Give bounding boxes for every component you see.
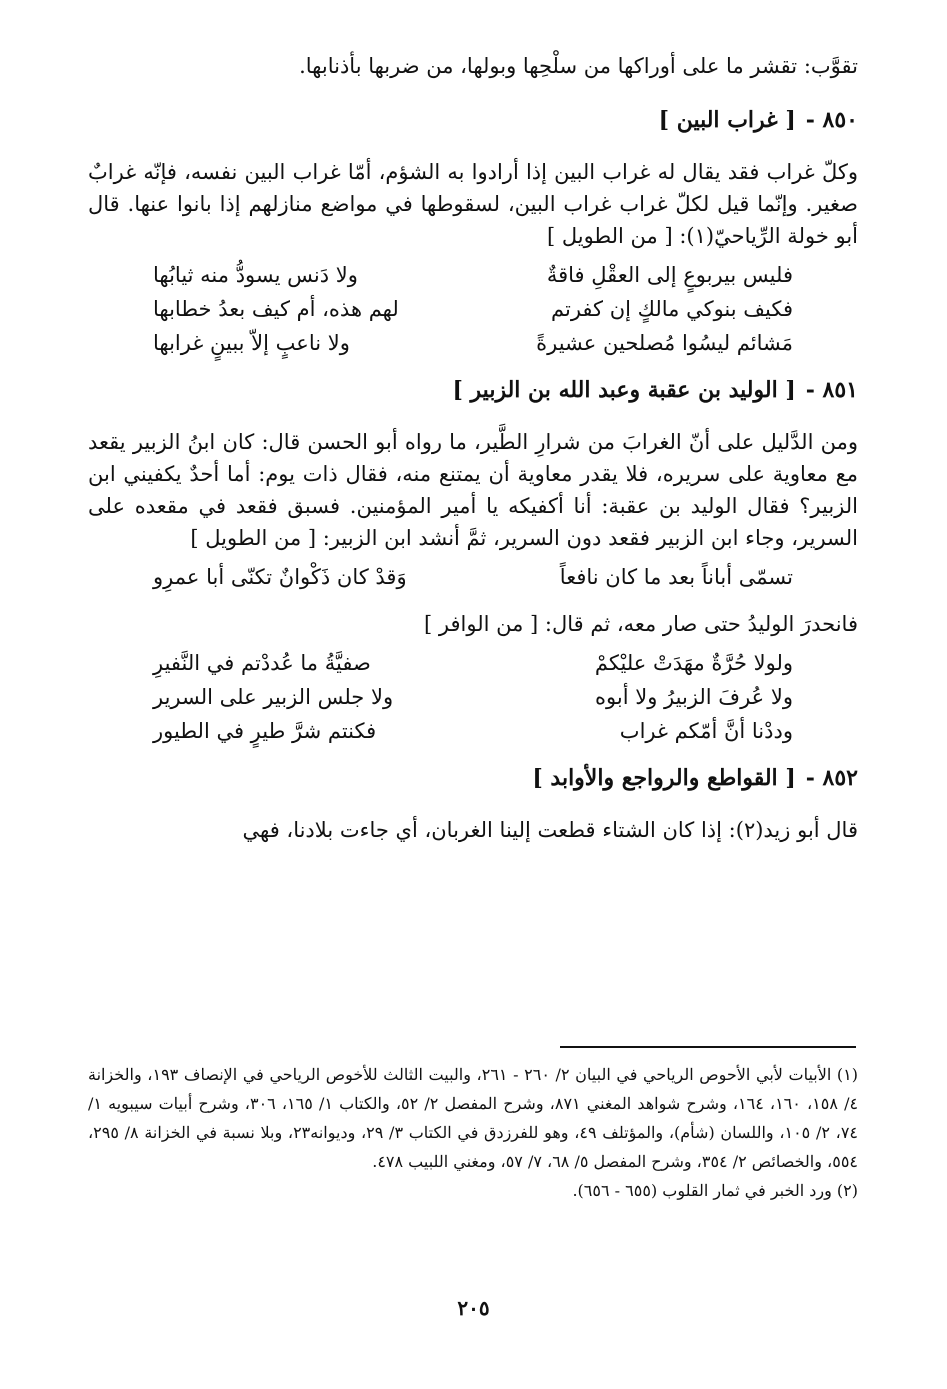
footnotes	[88, 1060, 858, 1205]
section-851-number: ٨٥١ -	[805, 377, 858, 403]
hemistich-first: فليس بيربوعٍ إلى العقْلِ فاقةٌ	[546, 263, 793, 287]
hemistich-second: ولا ناعبٍ إلاّ ببينٍ غرابها	[153, 331, 350, 355]
section-850-heading	[88, 104, 858, 136]
poem-line	[153, 292, 793, 326]
hemistich-first: تسمّى أباناً بعد ما كان نافعاً	[559, 565, 793, 589]
section-852-heading	[88, 762, 858, 794]
page-body	[88, 50, 858, 846]
section-850-number: ٨٥٠ -	[805, 107, 858, 133]
section-850-poem	[153, 258, 793, 360]
poem-line	[153, 326, 793, 360]
poem-line	[153, 646, 793, 680]
section-851-paragraph-1: ومن الدَّليل على أنّ الغرابَ من شرارِ الطَّير، ما رواه أبو الحسن قال: كان ابنُ الزبير يقعد مع معاوية على سريره، فلا يقدر معاوية أن يمتنع منه، فقال ذات يوم: أما أحدٌ يكفيني ابن الزبير؟ فقال الوليد بن عقبة: أنا أكفيكه يا أمير المؤمنين. فسبق فقعد في مقعده على السرير، وجاء ابن الزبير فقعد دون السرير، ثمَّ أنشد ابن الزبير: [ من الطويل ]	[88, 430, 858, 550]
footnote-divider	[560, 1046, 856, 1048]
footnote-2: (٢) ورد الخبر في ثمار القلوب (٦٥٥ - ٦٥٦).	[572, 1181, 858, 1200]
hemistich-first: فكيف بنوكي مالكٍ إن كفرتم	[551, 297, 793, 321]
poem-line	[153, 560, 793, 594]
hemistich-second: ولا جلس الزبير على السرير	[153, 685, 394, 709]
poem-line	[153, 714, 793, 748]
section-850-title: [ غراب البين ]	[658, 107, 796, 133]
hemistich-second: ولا دَنس يسودُّ منه ثيابُها	[153, 263, 358, 287]
section-851-heading	[88, 374, 858, 406]
hemistich-first: ولولا حُرَّةٌ مهَدَتْ عليْكمْ	[594, 651, 793, 675]
hemistich-second: صفيَّةُ ما عُددْتم في النَّفيرِ	[153, 651, 371, 675]
page-number: ٢٠٥	[457, 1296, 490, 1320]
section-851-paragraph-2: فانحدرَ الوليدُ حتى صار معه، ثم قال: [ من الوافر ]	[424, 612, 858, 636]
section-851-title: [ الوليد بن عقبة وعبد الله بن الزبير ]	[452, 377, 796, 403]
section-850-paragraph: وكلّ غراب فقد يقال له غراب البين إذا أرادوا به الشؤم، أمّا غراب البين نفسه، فإنّه غرابٌ صغير. وإنّما قيل لكلّ غراب غراب البين، لسقوطها في مواضع منازلهم إذا بانوا عنها. قال أبو خولة الرِّياحيّ(١): [ من الطويل ]	[88, 160, 858, 248]
section-851-poem-1	[153, 560, 793, 594]
section-852-paragraph: قال أبو زيد(٢): إذا كان الشتاء قطعت إلينا الغربان، أي جاءت بلادنا، فهي	[242, 818, 858, 842]
hemistich-second: وَقدْ كان ذَكْوانٌ تكنّى أبا عمرِو	[153, 565, 407, 589]
intro-line: تقوَّب: تقشر ما على أوراكها من سلْحِها وبولها، من ضربها بأذنابها.	[299, 54, 858, 78]
section-852-title: [ القواطع والرواجع والأوابد ]	[532, 765, 796, 791]
hemistich-first: وددْنا أنَّ أمّكم غراب	[619, 719, 793, 743]
poem-line	[153, 258, 793, 292]
section-852-number: ٨٥٢ -	[805, 765, 858, 791]
hemistich-second: لهم هذه، أم كيف بعدُ خطابها	[153, 297, 399, 321]
hemistich-first: ولا عُرفَ الزبيرُ ولا أبوه	[595, 685, 793, 709]
hemistich-first: مَشائم ليسُوا مُصلحين عشيرةً	[536, 331, 793, 355]
footnote-1: (١) الأبيات لأبي الأحوص الرياحي في البيان ٢/ ٢٦٠ - ٢٦١، والبيت الثالث للأخوص الرياحي في الإنصاف ١٩٣، والخزانة ٤/ ١٥٨، ١٦٠، ١٦٤، وشرح شواهد المغني ٨٧١، وشرح المفصل ٢/ ٥٢، والكتاب ١/ ١٦٥، ٣٠٦، وشرح أبيات سيبويه ١/ ٧٤، ٢/ ١٠٥، واللسان (شأم)، والمؤتلف ٤٩، وهو للفرزدق في الكتاب ٣/ ٢٩، وديوانه٢٣، وبلا نسبة في الخزانة ٨/ ٢٩٥، ٥٥٤، والخصائص ٢/ ٣٥٤، وشرح المفصل ٥/ ٦٨، ٧/ ٥٧، ومغني اللبيب ٤٧٨.	[88, 1065, 859, 1171]
poem-line	[153, 680, 793, 714]
section-851-poem-2	[153, 646, 793, 748]
hemistich-second: فكنتم شرَّ طيرٍ في الطيور	[153, 719, 377, 743]
